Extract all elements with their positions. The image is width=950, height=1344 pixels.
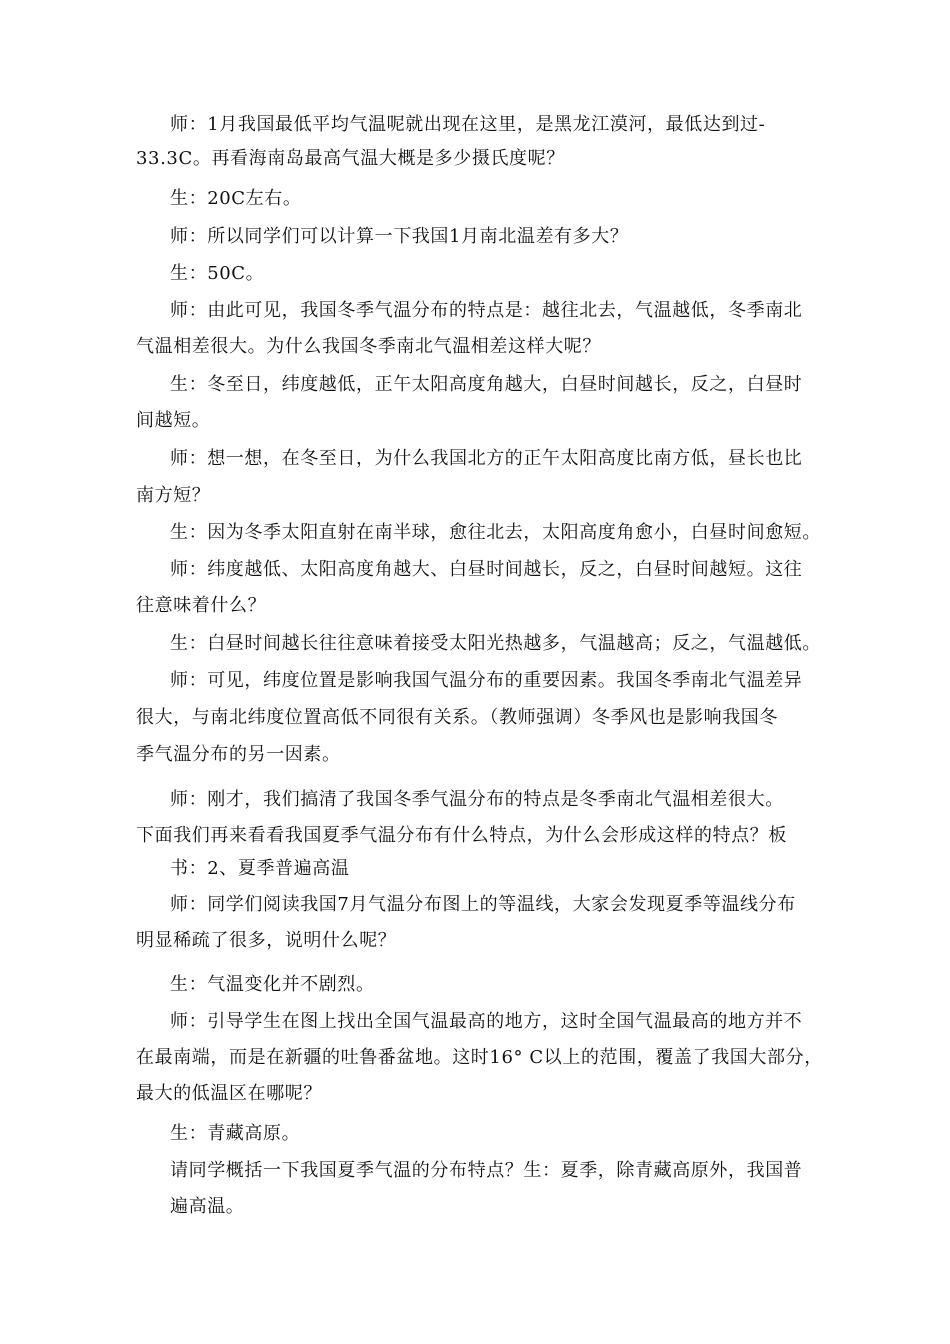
text-line: 生：50C。 (170, 263, 265, 284)
text-line: 生：20C左右。 (170, 188, 302, 209)
text-line: 往意味着什么？ (136, 595, 267, 616)
text-line: 季气温分布的另一因素。 (136, 744, 341, 765)
text-line: 师：同学们阅读我国7月气温分布图上的等温线，大家会发现夏季等温线分布 (170, 894, 796, 915)
text-line: 遍高温。 (170, 1196, 245, 1217)
text-line: 33.3C。再看海南岛最高气温大概是多少摄氏度呢？ (136, 148, 565, 169)
text-line: 在最南端，而是在新疆的吐鲁番盆地。这时16° C以上的范围，覆盖了我国大部分， (136, 1047, 823, 1068)
text-line: 南方短？ (136, 485, 211, 506)
text-line: 师：所以同学们可以计算一下我国1月南北温差有多大？ (170, 226, 629, 247)
text-line: 下面我们再来看看我国夏季气温分布有什么特点，为什么会形成这样的特点？板 (136, 825, 787, 846)
text-line: 生：青藏高原。 (170, 1123, 301, 1144)
text-line: 间越短。 (136, 410, 211, 431)
text-line: 师：可见，纬度位置是影响我国气温分布的重要因素。我国冬季南北气温差异 (170, 670, 803, 691)
text-line: 生：因为冬季太阳直射在南半球，愈往北去，太阳高度角愈小，白昼时间愈短。 (170, 522, 821, 543)
text-line: 生：白昼时间越长往往意味着接受太阳光热越多，气温越高；反之，气温越低。 (170, 633, 821, 654)
text-line: 请同学概括一下我国夏季气温的分布特点？生：夏季，除青藏高原外，我国普 (170, 1160, 803, 1181)
text-line: 师：纬度越低、太阳高度角越大、白昼时间越长，反之，白昼时间越短。这往 (170, 559, 803, 580)
text-line: 最大的低温区在哪呢？ (136, 1083, 322, 1104)
text-line: 师：刚才，我们搞清了我国冬季气温分布的特点是冬季南北气温相差很大。 (170, 789, 784, 810)
text-line: 师：引导学生在图上找出全国气温最高的地方，这时全国气温最高的地方并不 (170, 1011, 803, 1032)
text-line: 生：冬至日，纬度越低，正午太阳高度角越大，白昼时间越长，反之，白昼时 (170, 374, 803, 395)
text-line: 师：1月我国最低平均气温呢就出现在这里，是黑龙江漠河，最低达到过- (170, 114, 766, 135)
text-line: 明显稀疏了很多，说明什么呢？ (136, 930, 397, 951)
text-line: 师：由此可见，我国冬季气温分布的特点是：越往北去，气温越低，冬季南北 (170, 300, 803, 321)
text-line: 生：气温变化并不剧烈。 (170, 974, 375, 995)
text-line: 书：2、夏季普遍高温 (170, 858, 350, 879)
text-line: 气温相差很大。为什么我国冬季南北气温相差这样大呢？ (136, 336, 601, 357)
text-line: 师：想一想，在冬至日，为什么我国北方的正午太阳高度比南方低，昼长也比 (170, 448, 803, 469)
text-line: 很大，与南北纬度位置高低不同很有关系。（教师强调）冬季风也是影响我国冬 (136, 707, 778, 728)
